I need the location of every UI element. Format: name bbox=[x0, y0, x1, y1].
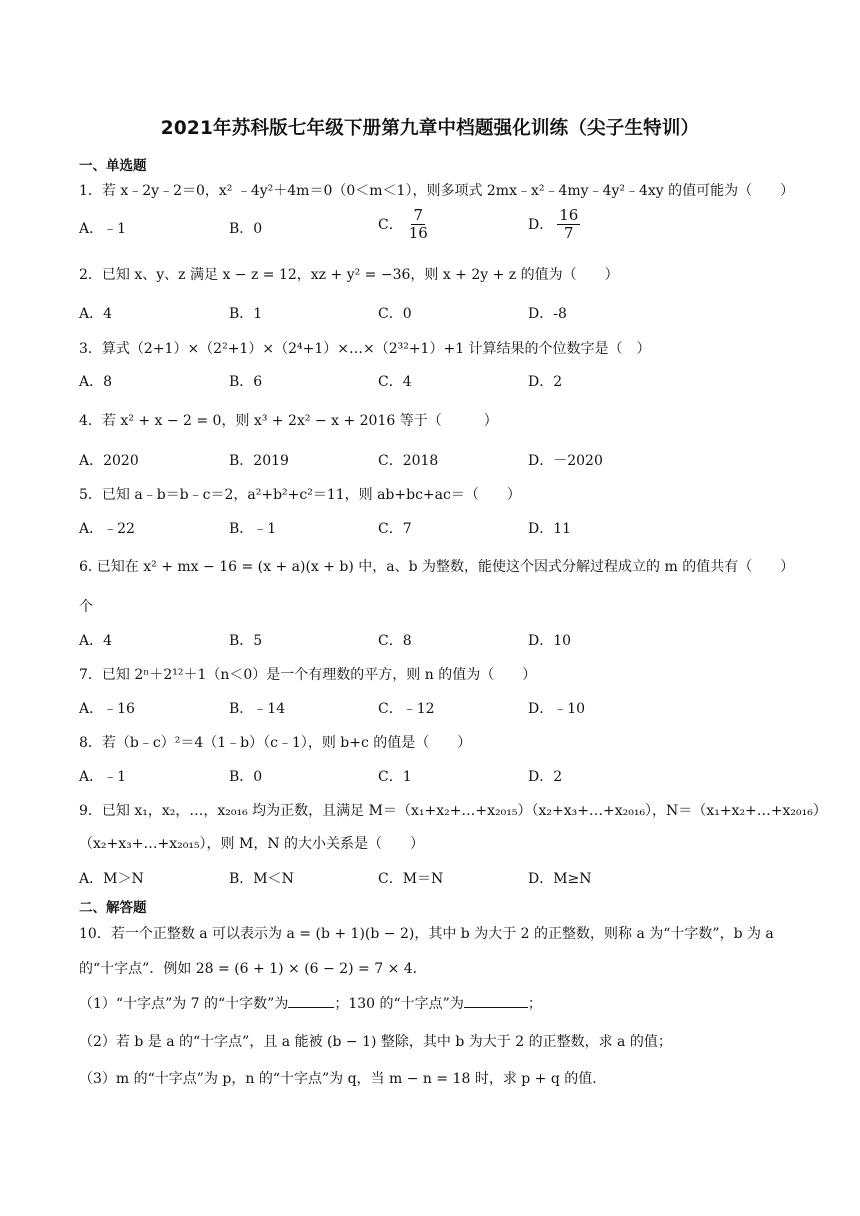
question-8-option-d[interactable]: D．2 bbox=[528, 769, 563, 785]
question-9-option-b[interactable]: B．M＜N bbox=[229, 871, 294, 887]
question-3-option-c[interactable]: C．4 bbox=[378, 374, 412, 390]
question-6-stem-continued: 个 bbox=[79, 599, 93, 615]
question-5-options bbox=[79, 518, 699, 540]
question-6-option-b[interactable]: B．5 bbox=[229, 633, 263, 649]
question-3-option-a[interactable]: A．8 bbox=[79, 374, 113, 390]
fraction-numerator: 7 bbox=[413, 206, 424, 224]
section-heading-answer: 二、解答题 bbox=[79, 900, 147, 916]
question-9-stem-continued: （x₂+x₃+…+x₂₀₁₅），则 M，N 的大小关系是（ ） bbox=[79, 836, 425, 852]
question-5-option-c[interactable]: C．7 bbox=[378, 521, 412, 537]
question-6-option-d[interactable]: D．10 bbox=[528, 633, 572, 649]
part-1-text-b: ；130 的“十字点”为 bbox=[334, 996, 464, 1012]
answer-blank-2[interactable] bbox=[464, 993, 528, 1008]
question-1-option-c[interactable] bbox=[378, 207, 430, 243]
question-3-options bbox=[79, 371, 699, 393]
question-5-option-d[interactable]: D．11 bbox=[528, 521, 572, 537]
question-5-stem: 5．已知 a﹣b＝b﹣c＝2，a²+b²+c²＝11，则 ab+bc+ac＝（ ） bbox=[79, 487, 521, 503]
question-1-option-a[interactable]: A．﹣1 bbox=[79, 221, 127, 237]
question-9-option-a[interactable]: A．M＞N bbox=[79, 871, 144, 887]
option-c-label: C． bbox=[378, 216, 403, 233]
question-7-option-a[interactable]: A．﹣16 bbox=[79, 701, 135, 717]
option-c-fraction bbox=[407, 207, 430, 243]
question-7-option-d[interactable]: D．﹣10 bbox=[528, 701, 586, 717]
option-d-fraction bbox=[557, 207, 580, 243]
question-6-stem: 6. 已知在 x² + mx − 16 = (x + a)(x + b) 中，a、b 为整数，能使这个因式分解过程成立的 m 的值共有（ ） bbox=[79, 559, 795, 575]
question-9-option-d[interactable]: D．M≥N bbox=[528, 871, 592, 887]
question-4-option-a[interactable]: A．2020 bbox=[79, 453, 139, 469]
question-10-stem-continued: 的“十字点”．例如 28 = (6 + 1) × (6 − 2) = 7 × 4． bbox=[79, 961, 427, 977]
question-2-stem: 2．已知 x、y、z 满足 x − z = 12，xz + y² = −36，则 x + 2y + z 的值为（ ） bbox=[79, 267, 619, 283]
fraction-denominator: 7 bbox=[564, 224, 574, 243]
question-7-option-b[interactable]: B．﹣14 bbox=[229, 701, 286, 717]
question-10-part-3: （3）m 的“十字点”为 p，n 的“十字点”为 q，当 m − n = 18 时，求 p + q 的值. bbox=[79, 1071, 597, 1087]
question-9-options bbox=[79, 868, 699, 890]
fraction-numerator: 16 bbox=[559, 206, 579, 224]
question-10-stem: 10．若一个正整数 a 可以表示为 a = (b + 1)(b − 2)，其中 b 为大于 2 的正整数，则称 a 为“十字数”，b 为 a bbox=[79, 926, 774, 942]
question-7-options bbox=[79, 698, 699, 720]
question-2-option-c[interactable]: C．0 bbox=[378, 306, 412, 322]
part-1-text-a: （1）“十字点”为 7 的“十字数”为 bbox=[79, 996, 289, 1012]
question-2-option-a[interactable]: A．4 bbox=[79, 306, 113, 322]
question-4-option-b[interactable]: B．2019 bbox=[229, 453, 289, 469]
question-8-options bbox=[79, 766, 699, 788]
question-1-option-b[interactable]: B．0 bbox=[229, 221, 263, 237]
question-6-options bbox=[79, 630, 699, 652]
question-7-stem: 7．已知 2ⁿ＋2¹²＋1（n＜0）是一个有理数的平方，则 n 的值为（ ） bbox=[79, 667, 537, 683]
answer-blank-1[interactable] bbox=[288, 993, 334, 1008]
fraction-denominator: 16 bbox=[408, 224, 428, 243]
question-7-option-c[interactable]: C．﹣12 bbox=[378, 701, 435, 717]
question-4-stem: 4．若 x² + x − 2 = 0，则 x³ + 2x² − x + 2016 等于（ ） bbox=[79, 413, 498, 429]
question-3-stem: 3．算式（2+1）×（2²+1）×（2⁴+1）×…×（2³²+1）+1 计算结果的个位数字是（ ） bbox=[79, 341, 651, 357]
question-5-option-a[interactable]: A．﹣22 bbox=[79, 521, 135, 537]
question-1-stem: 1．若 x﹣2y﹣2＝0，x² ﹣4y²＋4m＝0（0＜m＜1），则多项式 2mx﹣x²﹣4my﹣4y²﹣4xy 的值可能为（ ） bbox=[79, 183, 795, 199]
question-2-option-b[interactable]: B．1 bbox=[229, 306, 263, 322]
option-d-label: D． bbox=[528, 216, 554, 233]
question-2-option-d[interactable]: D．-8 bbox=[528, 306, 567, 322]
page-title: 2021年苏科版七年级下册第九章中档题强化训练（尖子生特训） bbox=[160, 118, 700, 139]
question-1-option-d[interactable] bbox=[528, 207, 580, 243]
question-10-part-1 bbox=[79, 993, 790, 1013]
question-8-option-b[interactable]: B．0 bbox=[229, 769, 263, 785]
question-8-option-a[interactable]: A．﹣1 bbox=[79, 769, 127, 785]
question-6-option-c[interactable]: C．8 bbox=[378, 633, 412, 649]
question-9-option-c[interactable]: C．M＝N bbox=[378, 871, 444, 887]
question-4-options bbox=[79, 450, 699, 472]
question-3-option-d[interactable]: D．2 bbox=[528, 374, 563, 390]
question-2-options bbox=[79, 303, 699, 325]
question-6-option-a[interactable]: A．4 bbox=[79, 633, 113, 649]
question-5-option-b[interactable]: B．﹣1 bbox=[229, 521, 277, 537]
question-1-options bbox=[79, 207, 699, 251]
question-10-part-2: （2）若 b 是 a 的“十字点”，且 a 能被 (b − 1) 整除，其中 b 为大于 2 的正整数，求 a 的值； bbox=[79, 1034, 672, 1050]
section-heading-choice: 一、单选题 bbox=[79, 158, 147, 174]
question-3-option-b[interactable]: B．6 bbox=[229, 374, 263, 390]
question-8-option-c[interactable]: C．1 bbox=[378, 769, 412, 785]
question-4-option-d[interactable]: D．－2020 bbox=[528, 453, 603, 469]
question-4-option-c[interactable]: C．2018 bbox=[378, 453, 439, 469]
question-8-stem: 8．若（b﹣c）²＝4（1﹣b）（c﹣1），则 b+c 的值是（ ） bbox=[79, 735, 472, 751]
part-1-text-c: ； bbox=[527, 996, 542, 1012]
question-9-stem: 9．已知 x₁，x₂，…，x₂₀₁₆ 均为正数，且满足 M＝（x₁+x₂+…+x₂₀₁₅）（x₂+x₃+…+x₂₀₁₆），N＝（x₁+x₂+…+x₂₀₁₆） bbox=[79, 803, 827, 819]
